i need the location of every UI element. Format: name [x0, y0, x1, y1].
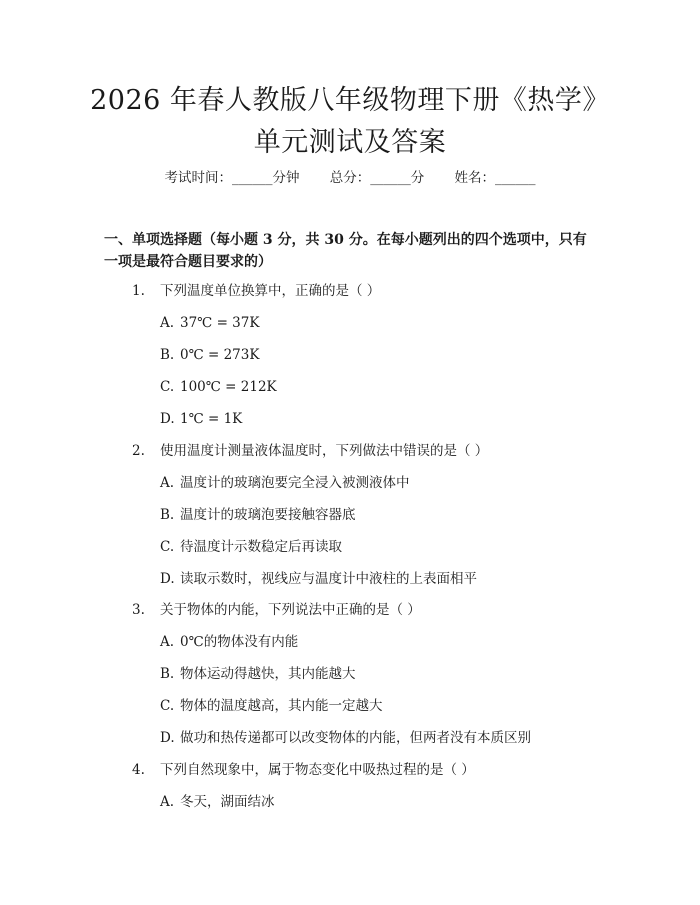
question-3	[132, 601, 421, 619]
option-letter: A.	[160, 794, 175, 810]
option-3c	[160, 697, 383, 715]
option-text: 0℃的物体没有内能	[180, 634, 299, 650]
option-text: 做功和热传递都可以改变物体的内能，但两者没有本质区别	[180, 730, 531, 746]
option-3a	[160, 633, 298, 651]
question-number: 2.	[132, 443, 145, 459]
question-stem: 下列温度单位换算中，正确的是（ ）	[160, 283, 381, 299]
option-letter: D.	[160, 730, 175, 746]
question-number: 1.	[132, 283, 145, 299]
question-stem: 关于物体的内能，下列说法中正确的是（ ）	[160, 602, 421, 618]
option-text: 读取示数时，视线应与温度计中液柱的上表面相平	[180, 571, 477, 587]
option-2b	[160, 506, 356, 524]
question-number: 4.	[132, 762, 145, 778]
option-text: 1℃ = 1K	[180, 411, 243, 427]
option-text: 冬天，湖面结冰	[180, 794, 275, 810]
option-text: 温度计的玻璃泡要完全浸入被测液体中	[180, 475, 410, 491]
option-text: 0℃ = 273K	[180, 347, 260, 363]
option-letter: C.	[160, 379, 175, 395]
option-letter: B.	[160, 507, 175, 523]
question-stem: 使用温度计测量液体温度时，下列做法中错误的是（ ）	[160, 443, 489, 459]
option-text: 37℃ = 37K	[180, 315, 260, 331]
option-letter: D.	[160, 411, 175, 427]
exam-time-field: 考试时间：______分钟	[164, 170, 300, 186]
option-2d	[160, 570, 477, 588]
option-3d	[160, 729, 531, 747]
option-letter: B.	[160, 666, 175, 682]
option-2a	[160, 474, 410, 492]
option-text: 物体的温度越高，其内能一定越大	[180, 698, 383, 714]
option-letter: C.	[160, 539, 175, 555]
question-4	[132, 761, 475, 779]
option-4a	[160, 793, 275, 811]
option-letter: C.	[160, 698, 175, 714]
question-number: 3.	[132, 602, 145, 618]
option-text: 100℃ = 212K	[180, 379, 277, 395]
total-score-field: 总分：______分	[329, 170, 425, 186]
option-letter: A.	[160, 475, 175, 491]
option-2c	[160, 538, 342, 556]
option-text: 物体运动得越快，其内能越大	[180, 666, 356, 682]
question-2	[132, 442, 488, 460]
option-1c	[160, 378, 277, 396]
option-letter: D.	[160, 571, 175, 587]
option-text: 待温度计示数稳定后再读取	[180, 539, 342, 555]
option-text: 温度计的玻璃泡要接触容器底	[180, 507, 356, 523]
option-1b	[160, 346, 259, 364]
question-1	[132, 282, 380, 300]
student-name-field: 姓名：______	[454, 170, 536, 186]
option-letter: B.	[160, 347, 175, 363]
document-title: 2026 年春人教版八年级物理下册《热学》单元测试及答案	[90, 85, 610, 158]
exam-info	[0, 168, 700, 188]
option-3b	[160, 665, 356, 683]
option-letter: A.	[160, 634, 175, 650]
question-stem: 下列自然现象中，属于物态变化中吸热过程的是（ ）	[160, 762, 475, 778]
option-letter: A.	[160, 315, 175, 331]
option-1a	[160, 314, 259, 332]
option-1d	[160, 410, 242, 428]
section-heading: 一、单项选择题（每小题 3 分，共 30 分。在每小题列出的四个选项中，只有一项是最符合题目要求的）	[104, 232, 587, 270]
